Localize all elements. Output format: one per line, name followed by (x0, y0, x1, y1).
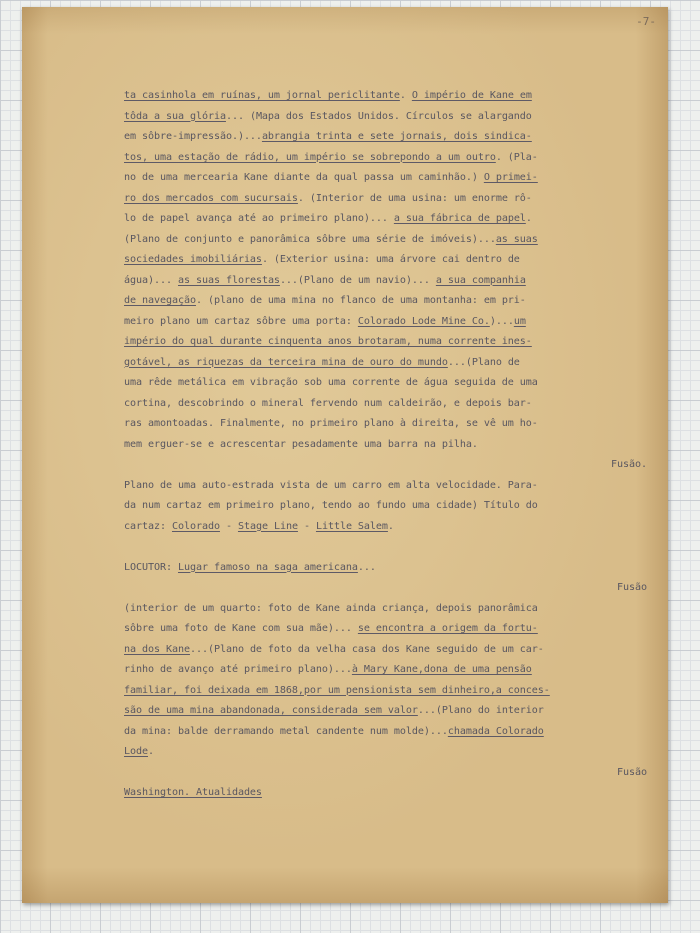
narration-underlined: ro dos mercados com sucursais (124, 192, 298, 204)
text-line (124, 599, 649, 620)
stage-direction: em sôbre-impressão.)... (124, 131, 262, 142)
stage-direction: (Plano de conjunto e panorâmica sôbre uma série de imóveis)... (124, 233, 496, 245)
text-line (124, 189, 649, 210)
stage-direction: ...(Plano de um navio)... (279, 274, 436, 286)
narration-underlined: O primei- (483, 172, 538, 183)
stage-direction: . (Pla- (495, 151, 538, 163)
stage-direction: cartaz: (124, 520, 172, 532)
narration-underlined: Lode (124, 746, 148, 757)
stage-direction: . (387, 520, 394, 532)
stage-direction: )... (489, 315, 514, 327)
narration-underlined: gotável, as riquezas da terceira mina de ouro do mundo (124, 356, 448, 368)
stage-direction: cortina, descobrindo o mineral fervendo num caldeirão, e depois bar- (124, 397, 532, 409)
text-line (124, 230, 649, 251)
narration-underlined: são de uma mina abandonada, considerada sem valor (124, 705, 418, 716)
narration-underlined: as suas florestas (177, 274, 280, 286)
narration-underlined: tôda a sua glória (124, 110, 226, 122)
stage-direction: ... (357, 561, 376, 573)
stage-direction: ...(Plano de foto da velha casa dos Kane seguido de um car- (189, 643, 544, 655)
stage-direction: Plano de uma auto-estrada vista de um carro em alta velocidade. Para- (124, 479, 538, 491)
narration-underlined: familiar, foi deixada em 1868,por um pensionista sem dinheiro,a conces- (124, 684, 550, 696)
typed-text-body (124, 86, 649, 804)
page-number: -7- (636, 15, 656, 28)
narration-underlined: um (513, 315, 526, 327)
stage-direction: sôbre uma foto de Kane com sua mãe)... (124, 623, 358, 634)
text-line (124, 394, 649, 415)
text-line (124, 312, 649, 333)
stage-direction: da mina: balde derramando metal candente num molde)... (124, 725, 448, 737)
stage-direction: mem erguer-se e acrescentar pesadamente uma barra na pilha. (124, 438, 478, 450)
transition-note (124, 455, 649, 476)
text-line (124, 127, 649, 148)
narration-underlined: Washington. Atualidades (124, 787, 262, 798)
narration-underlined: tos, uma estação de rádio, um império se sobrepondo a um outro (124, 151, 496, 163)
text-line (124, 271, 649, 292)
text-line (124, 435, 649, 456)
narration-underlined: na dos Kane (124, 643, 190, 655)
stage-direction: uma rêde metálica em vibração sob uma corrente de água seguida de uma (124, 377, 538, 388)
narration-underlined: a sua fábrica de papel (393, 213, 526, 224)
stage-direction: no de uma mercearia Kane diante da qual passa um caminhão.) (124, 172, 484, 183)
stage-direction: Fusão. (611, 459, 647, 470)
text-line (124, 517, 649, 538)
narration-underlined: Stage Line (237, 520, 298, 532)
text-line (124, 681, 649, 702)
narration-underlined: O império de Kane em (411, 90, 532, 101)
transition-note (124, 578, 649, 599)
text-line (124, 291, 649, 312)
stage-direction: (interior de um quarto: foto de Kane ainda criança, depois panorâmica (124, 602, 538, 614)
narration-underlined: Colorado (171, 520, 220, 532)
stage-direction: Fusão (617, 766, 647, 778)
stage-direction: ... (Mapa dos Estados Unidos. Círculos se alargando (225, 110, 532, 122)
stage-direction: lo de papel avança até ao primeiro plano)... (124, 213, 394, 224)
stage-direction: ras amontoadas. Finalmente, no primeiro plano à direita, se vê um ho- (124, 418, 538, 429)
stage-direction: - (219, 520, 238, 532)
transition-note (124, 763, 649, 784)
text-line (124, 722, 649, 743)
stage-direction: meiro plano um cartaz sôbre uma porta: (124, 315, 358, 327)
narration-underlined: a sua companhia (435, 274, 526, 286)
text-line (124, 107, 649, 128)
text-line (124, 414, 649, 435)
text-line (124, 148, 649, 169)
text-line (124, 701, 649, 722)
narration-underlined: Lugar famoso na saga americana (177, 561, 358, 573)
stage-direction: ...(Plano do interior (417, 705, 544, 716)
stage-direction: LOCUTOR: (124, 561, 178, 573)
stage-direction: . (Exterior usina: uma árvore cai dentro de (261, 254, 520, 265)
narration-underlined: sociedades imobiliárias (124, 254, 262, 265)
narration-underlined: Colorado Lode Mine Co. (357, 315, 490, 327)
text-line (124, 209, 649, 230)
text-line (124, 640, 649, 661)
text-line (124, 496, 649, 517)
stage-direction: ...(Plano de (447, 356, 520, 368)
text-line (124, 353, 649, 374)
narration-underlined: abrangia trinta e sete jornais, dois sindica- (261, 131, 532, 142)
text-line (124, 86, 649, 107)
narration-underlined: império do qual durante cinquenta anos brotaram, numa corrente ines- (124, 336, 532, 347)
text-line (124, 619, 649, 640)
stage-direction: . (525, 213, 532, 224)
stage-direction: . (399, 90, 412, 101)
text-line (124, 660, 649, 681)
text-line (124, 783, 649, 804)
stage-direction: rinho de avanço até primeiro plano)... (124, 664, 352, 675)
text-line (124, 476, 649, 497)
narration-underlined: as suas (495, 233, 538, 245)
text-line (124, 373, 649, 394)
stage-direction: . (plano de uma mina no flanco de uma montanha: em pri- (195, 295, 526, 306)
narration-underlined: à Mary Kane,dona de uma pensão (351, 664, 532, 675)
stage-direction: água)... (124, 274, 178, 286)
stage-direction: Fusão (617, 582, 647, 593)
stage-direction: . (Interior de uma usina: um enorme rô- (297, 192, 532, 204)
narration-underlined: chamada Colorado (447, 725, 544, 737)
stage-direction: . (148, 746, 154, 757)
narration-underlined: de navegação (124, 295, 196, 306)
text-line (124, 537, 649, 558)
narration-underlined: Little Salem (315, 520, 388, 532)
typescript-page (22, 7, 668, 903)
text-line (124, 332, 649, 353)
text-line (124, 558, 649, 579)
text-line (124, 742, 649, 763)
stage-direction: - (297, 520, 316, 532)
narration-underlined: ta casinhola em ruínas, um jornal periclitante (124, 90, 400, 101)
stage-direction: da num cartaz em primeiro plano, tendo ao fundo uma cidade) Título do (124, 500, 538, 511)
text-line (124, 168, 649, 189)
narration-underlined: se encontra a origem da fortu- (357, 623, 538, 634)
text-line (124, 250, 649, 271)
